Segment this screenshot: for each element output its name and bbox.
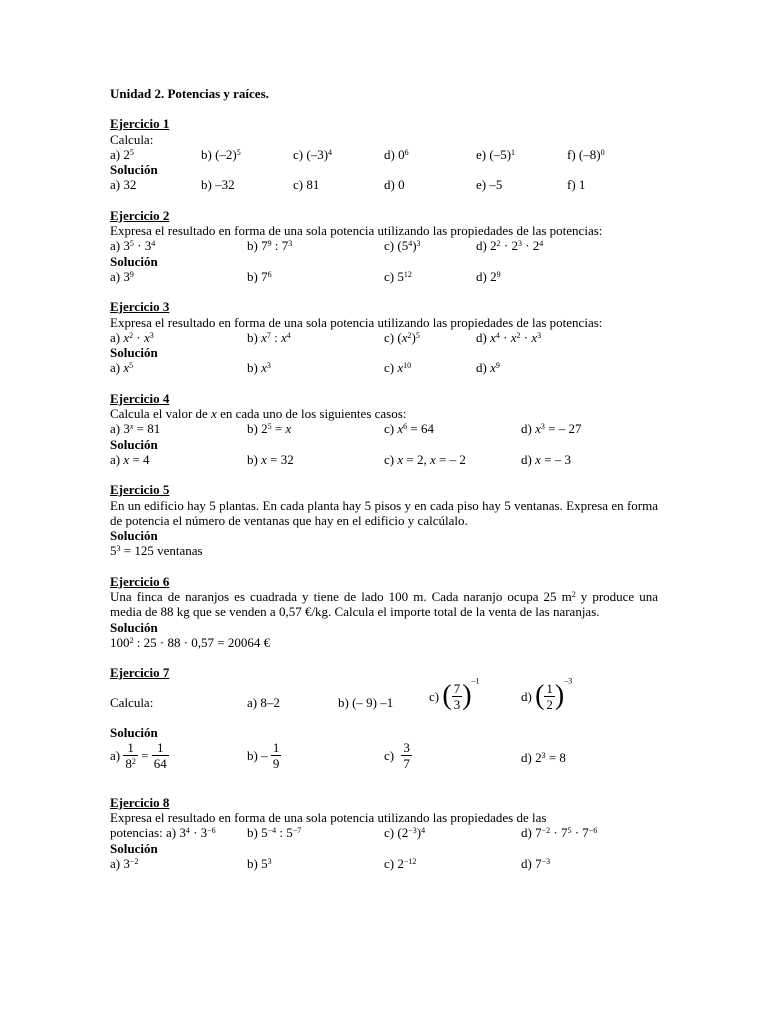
solution-item: e) –5 xyxy=(476,177,503,193)
exercise-heading: Ejercicio 8 xyxy=(110,794,170,810)
solution-label: Solución xyxy=(110,619,158,635)
solution-item: c) $\frac{3}{7}$ xyxy=(384,739,410,771)
solution-item: c) 81 xyxy=(293,177,320,193)
exercise-heading: Ejercicio 7 xyxy=(110,665,170,681)
solution-label: Solución xyxy=(110,528,158,544)
exercise-6 xyxy=(110,574,658,650)
solution-label: Solución xyxy=(110,840,158,856)
question-row xyxy=(110,330,658,345)
solution-label: Solución xyxy=(110,162,158,178)
question-row xyxy=(110,675,658,725)
solution-label: Solución xyxy=(110,436,158,452)
question-item: b) $x^7$ : $x^4$ xyxy=(247,329,291,345)
solution-item: $100^2$ : 25 · 88 · 0,57 = 20064 € xyxy=(110,634,271,650)
solution-item: b) $5^3$ xyxy=(247,855,272,871)
solution-item: a) x = 4 xyxy=(110,451,150,467)
question-item: d) $7^{-2} \cdot 7^5 \cdot 7^{-6}$ xyxy=(521,825,598,841)
question-item: a) 8–2 xyxy=(247,694,280,710)
solution-item: c) $5^{12}$ xyxy=(384,268,412,284)
question-item: b) $7^9$ : $7^3$ xyxy=(247,238,293,254)
exercise-prompt: Calcula el valor de x en cada uno de los siguientes casos: xyxy=(110,406,407,422)
solution-item: b) –32 xyxy=(201,177,235,193)
solution-item: d) x = – 3 xyxy=(521,451,571,467)
exercise-2 xyxy=(110,208,658,284)
exercise-heading: Ejercicio 2 xyxy=(110,207,170,223)
question-item: potencias: a) $3^4 \cdot 3^{-6}$ xyxy=(110,825,216,841)
question-item: a) $2^5$ xyxy=(110,146,134,162)
question-item: b) $5^{-4}$ : $5^{-7}$ xyxy=(247,825,302,841)
exercise-4 xyxy=(110,391,658,467)
exercise-3 xyxy=(110,299,658,375)
question-item: c) $(2^{-3})^4$ xyxy=(384,825,426,841)
exercise-prompt: Expresa el resultado en forma de una sola potencia utilizando las propiedades de las potencias: xyxy=(110,314,603,330)
solution-row xyxy=(110,856,658,871)
question-item: c) $(5^4)^3$ xyxy=(384,238,421,254)
question-row xyxy=(110,825,658,840)
exercise-heading: Ejercicio 1 xyxy=(110,116,170,132)
solution-item: d) $x^9$ xyxy=(476,360,500,376)
question-item: c) $x^6 = 64$ xyxy=(384,421,434,437)
solution-item: d) $2^3 = 8$ xyxy=(521,749,566,765)
exercise-prompt: Expresa el resultado en forma de una sola potencia utilizando las propiedades de las potencias: xyxy=(110,223,603,239)
question-row xyxy=(110,238,658,253)
solution-label: Solución xyxy=(110,345,158,361)
exercise-8 xyxy=(110,795,658,871)
solution-item: a) $3^{-2}$ xyxy=(110,855,139,871)
solution-item: c) $x^{10}$ xyxy=(384,360,412,376)
solution-item: b) – $\frac{1}{9}$ xyxy=(247,739,280,771)
question-item: b) (– 9) –1 xyxy=(338,694,394,710)
question-item: d) $0^6$ xyxy=(384,146,409,162)
solution-label: Solución xyxy=(110,724,158,740)
exercise-text: En un edificio hay 5 plantas. En cada planta hay 5 pisos y en cada piso hay 5 ventanas. Expresa en forma de potencia el número de ventanas que hay en el edificio y calcúlalo. xyxy=(110,497,658,528)
document-page xyxy=(110,86,658,886)
question-item: a) $3^x = 81$ xyxy=(110,421,161,437)
solution-item: c) x = 2, x = – 2 xyxy=(384,451,466,467)
solution-item: a) $3^9$ xyxy=(110,268,134,284)
exercise-heading: Ejercicio 5 xyxy=(110,482,170,498)
question-row xyxy=(110,421,658,436)
solution-item: d) 0 xyxy=(384,177,405,193)
question-item: d) $2^2 \cdot 2^3 \cdot 2^4$ xyxy=(476,238,544,254)
question-item: a) $3^5 \cdot 3^4$ xyxy=(110,238,156,254)
solution-row xyxy=(110,740,658,780)
question-item: d) $x^3$ = – 27 xyxy=(521,421,582,437)
solution-row xyxy=(110,269,658,284)
question-item: d) ( $\frac{1}{2}$ )$^{-3}$ xyxy=(521,675,573,712)
solution-item: a) $x^5$ xyxy=(110,360,134,376)
question-item: e) $(-5)^1$ xyxy=(476,146,516,162)
solution-item: a) 32 xyxy=(110,177,137,193)
solution-item: d) $7^{-3}$ xyxy=(521,855,551,871)
solution-row xyxy=(110,360,658,375)
question-item: c) $(x^2)^5$ xyxy=(384,329,420,345)
solution-item: b) $7^6$ xyxy=(247,268,272,284)
exercise-prompt: Calcula: xyxy=(110,694,154,710)
question-item: f) $(-8)^0$ xyxy=(567,146,605,162)
solution-row xyxy=(110,177,658,192)
solution-item: $5^3 = 125$ ventanas xyxy=(110,543,203,559)
solution-row xyxy=(110,452,658,467)
exercise-prompt: Expresa el resultado en forma de una sola potencia utilizando las propiedades de las xyxy=(110,810,547,826)
exercise-5 xyxy=(110,482,658,558)
solution-item: f) 1 xyxy=(567,177,586,193)
solution-item: d) $2^9$ xyxy=(476,268,501,284)
question-item: b) $2^5 = x$ xyxy=(247,421,292,437)
exercise-heading: Ejercicio 6 xyxy=(110,573,170,589)
question-item: c) $(-3)^4$ xyxy=(293,146,333,162)
exercise-1 xyxy=(110,116,658,192)
exercise-heading: Ejercicio 3 xyxy=(110,299,170,315)
question-item: d) $x^4 \cdot x^2 \cdot x^3$ xyxy=(476,329,542,345)
exercise-prompt: Calcula: xyxy=(110,131,154,147)
solution-item: c) $2^{-12}$ xyxy=(384,855,417,871)
page-title: Unidad 2. Potencias y raíces. xyxy=(110,86,269,101)
exercise-heading: Ejercicio 4 xyxy=(110,390,170,406)
solution-item: a) $\frac{1}{8^2}$ = $\frac{1}{64}$ xyxy=(110,739,167,771)
question-row xyxy=(110,147,658,162)
exercise-text: Una finca de naranjos es cuadrada y tiene de lado 100 m. Cada naranjo ocupa 25 $m^2$ y produce una media de 88 kg que se venden a 0,57 €/kg. Calcula el importe total de la venta de las naranjas. xyxy=(110,589,659,620)
solution-item: b) $x^3$ xyxy=(247,360,271,376)
exercise-7 xyxy=(110,665,658,780)
question-item: c) ( $\frac{7}{3}$ )$^{-1}$ xyxy=(429,675,480,712)
question-item: a) $x^2 \cdot x^3$ xyxy=(110,329,154,345)
solution-label: Solución xyxy=(110,253,158,269)
question-item: b) $(-2)^5$ xyxy=(201,146,241,162)
solution-item: b) x = 32 xyxy=(247,451,294,467)
